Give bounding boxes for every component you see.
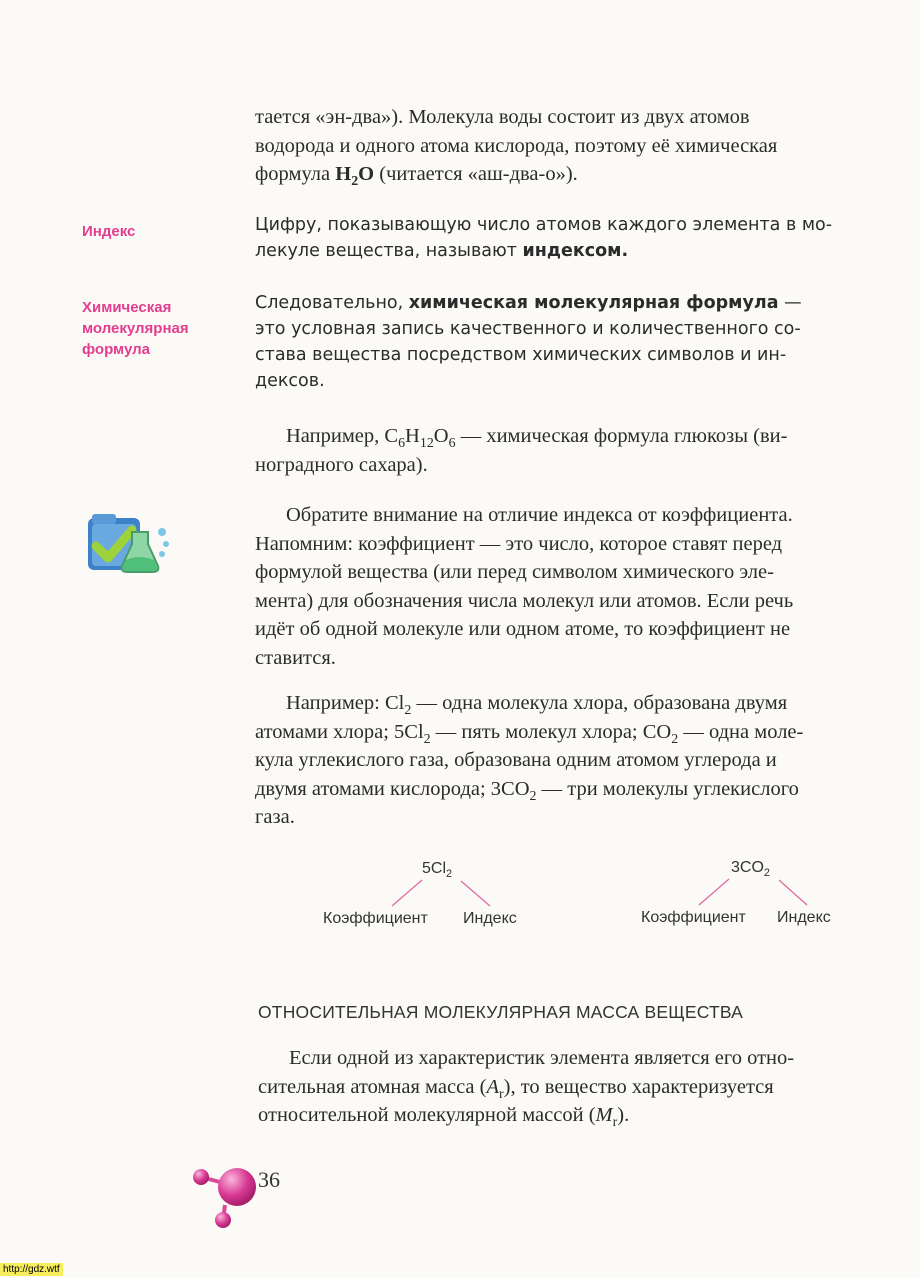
- text-line: тается «эн-два»). Молекула воды состоит из двух атомов: [255, 106, 750, 128]
- page-number: 36: [258, 1167, 280, 1192]
- margin-term-formula: [82, 297, 189, 360]
- paragraph-glucose-example: [255, 422, 879, 479]
- paragraph-chlorine-example: [255, 689, 879, 832]
- margin-term-line: молекулярная: [82, 320, 189, 337]
- text-line: газа.: [255, 806, 295, 828]
- diagram-coefficient-index-cl2: [318, 856, 538, 936]
- text-line: водорода и одного атома кислорода, поэтому её химическая: [255, 134, 778, 157]
- text-line: мента) для обозначения числа молекул или атомов. Если речь: [255, 589, 794, 612]
- checkmark-flask-icon: [82, 510, 172, 580]
- text-line: ноградного сахара).: [255, 453, 428, 476]
- margin-term-line: Химическая: [82, 299, 172, 316]
- paragraph-coefficient-note: [255, 501, 879, 672]
- paragraph-formula-definition: [255, 290, 879, 394]
- site-label[interactable]: http://gdz.wtf: [0, 1263, 63, 1276]
- text-line: става вещества посредством химических символов и ин-: [255, 345, 787, 365]
- section-heading: ОТНОСИТЕЛЬНАЯ МОЛЕКУЛЯРНАЯ МАССА ВЕЩЕСТВА: [258, 1002, 744, 1022]
- text-line: Обратите внимание на отличие индекса от коэффициента.: [286, 504, 793, 526]
- diagram-label-index: Индекс: [463, 910, 517, 927]
- diagram-label-coefficient: Коэффициент: [641, 909, 746, 926]
- margin-term-index: Индекс: [82, 223, 136, 240]
- diagram-coefficient-index-co2: [637, 855, 857, 935]
- text-line: сительная атомная масса $(A_r)$, то вещество характеризуется: [258, 1075, 774, 1102]
- diagram-label-coefficient: Коэффициент: [323, 910, 428, 927]
- margin-term-line: формула: [82, 341, 150, 358]
- text-line: дексов.: [255, 371, 325, 391]
- paragraph-relative-mass: [258, 1044, 882, 1130]
- text-line: двумя атомами кислорода; $3CO_2$ — три молекулы углекислого: [255, 777, 799, 804]
- text-line: лекуле вещества, называют индексом.: [255, 241, 629, 261]
- paragraph-index-definition: [255, 212, 879, 264]
- diagram-formula: $3CO_2$: [731, 859, 770, 879]
- text-line: Например, $C_6H_{12}O_6$ — химическая формула глюкозы (ви-: [286, 425, 788, 451]
- paragraph-water-formula: [255, 103, 879, 189]
- diagram-label-index: Индекс: [777, 909, 831, 926]
- text-line: Например: $Cl_2$ — одна молекула хлора, образована двумя: [286, 692, 788, 718]
- molecule-icon: [185, 1160, 265, 1235]
- text-line: формулой вещества (или перед символом химического эле-: [255, 561, 774, 583]
- text-line: относительной молекулярной массой $(M_r)$.: [258, 1104, 630, 1130]
- text-line: формула $H_2O$ (читается «аш-два-о»).: [255, 163, 578, 189]
- text-line: атомами хлора; $5Cl_2$ — пять молекул хлора; $CO_2$ — одна моле-: [255, 720, 804, 747]
- text-line: это условная запись качественного и количественного со-: [255, 319, 801, 339]
- text-line: кула углекислого газа, образована одним атомом углерода и: [255, 749, 777, 771]
- text-line: Напомним: коэффициент — это число, которое ставят перед: [255, 532, 783, 555]
- text-line: Следовательно, химическая молекулярная формула —: [255, 293, 802, 313]
- diagram-formula: $5Cl_2$: [422, 860, 453, 880]
- text-line: Цифру, показывающую число атомов каждого элемента в мо-: [255, 215, 833, 235]
- text-line: идёт об одной молекуле или одном атоме, то коэффициент не: [255, 618, 791, 640]
- text-line: ставится.: [255, 646, 336, 669]
- text-line: Если одной из характеристик элемента является его отно-: [289, 1047, 795, 1069]
